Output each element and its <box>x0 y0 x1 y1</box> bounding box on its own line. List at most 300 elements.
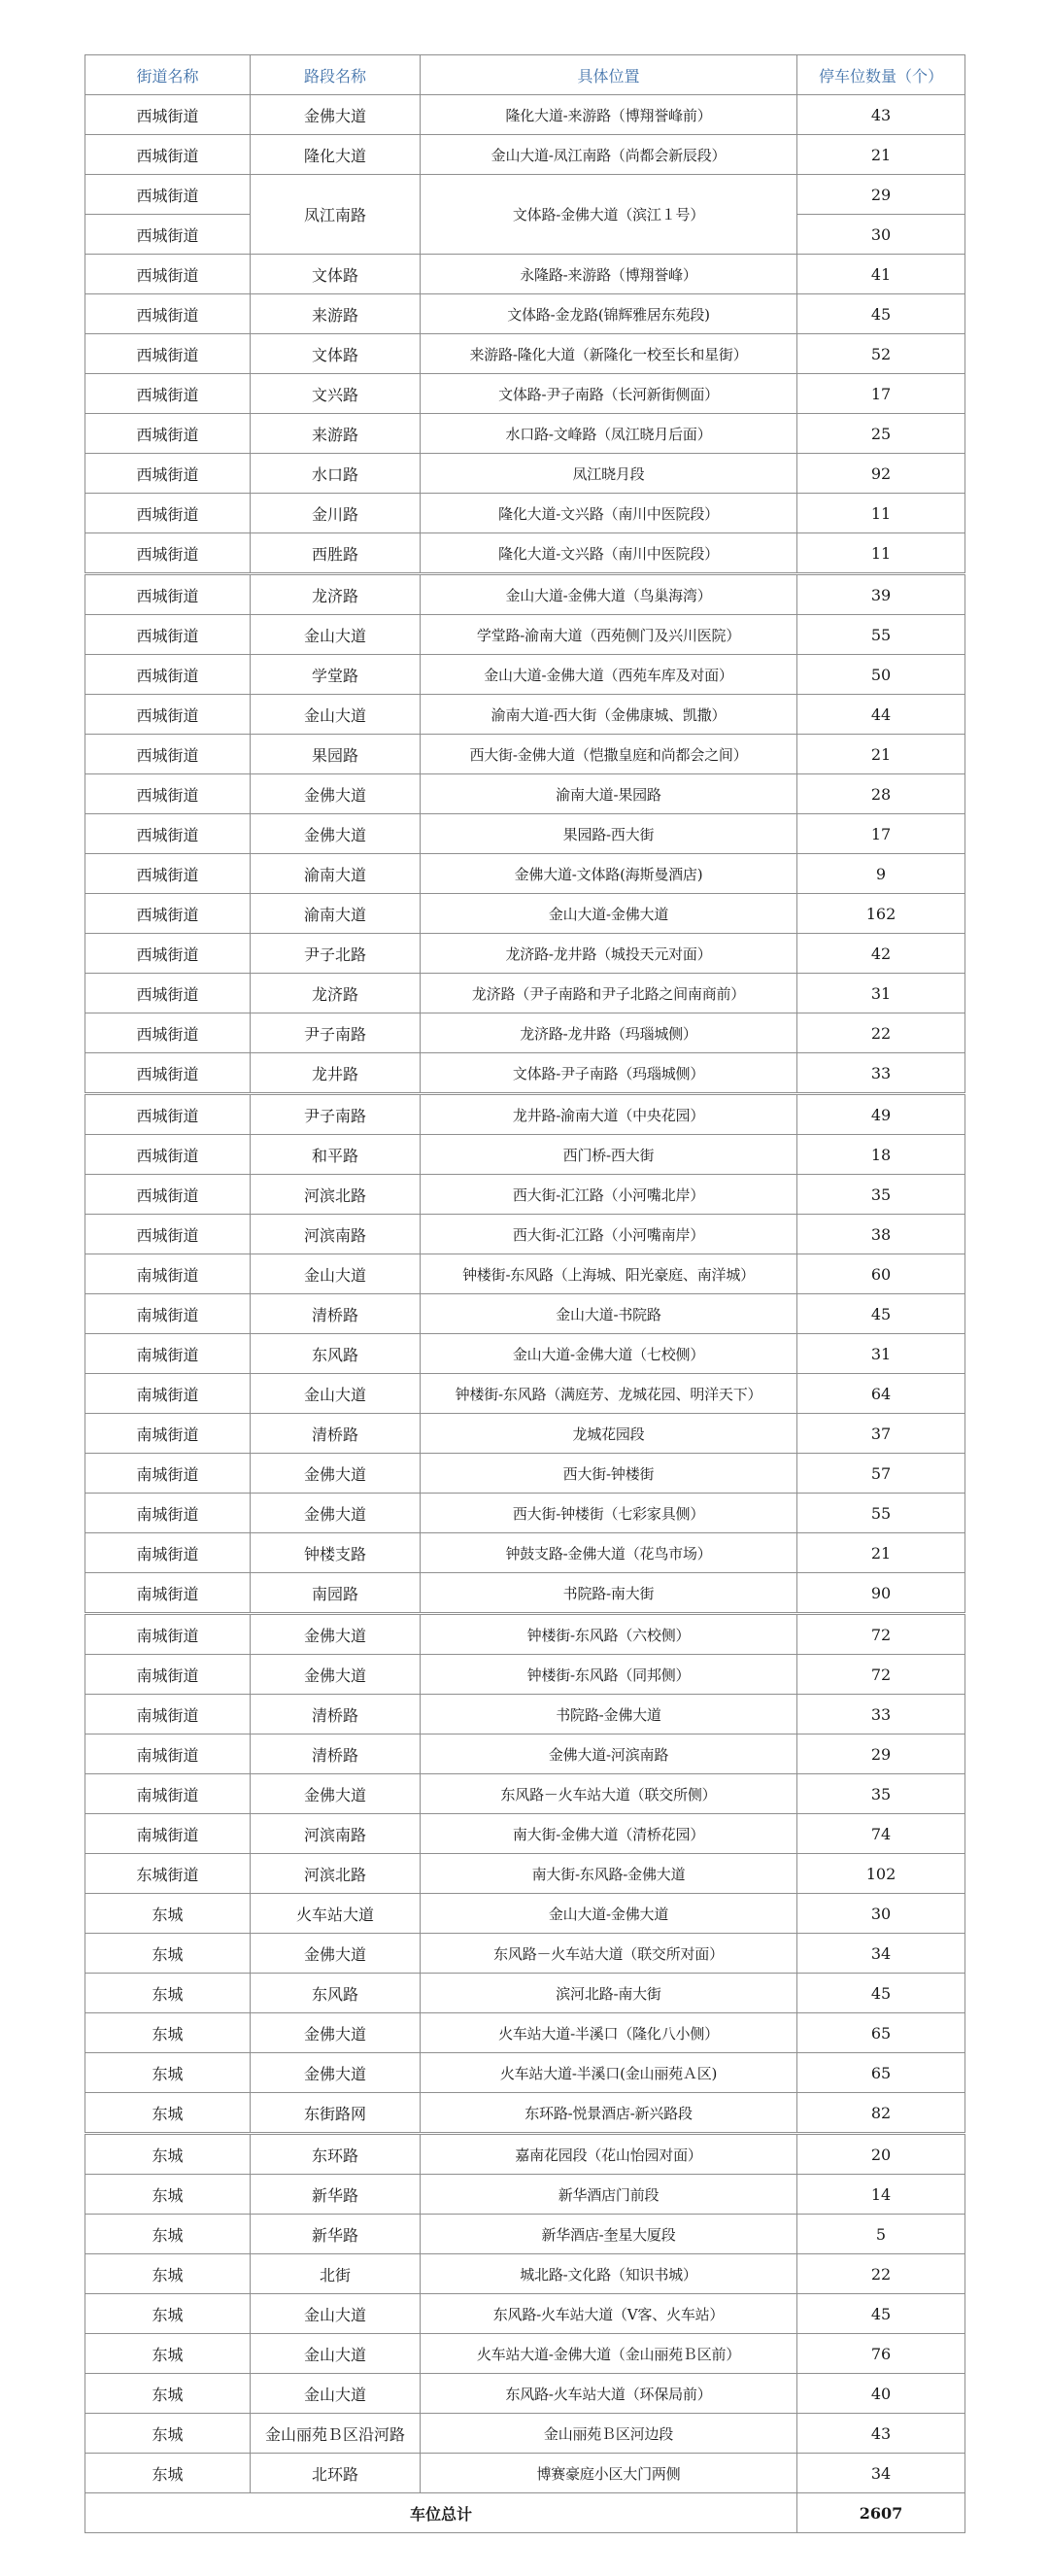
cell-road: 钟楼支路 <box>251 1533 421 1573</box>
cell-road: 来游路 <box>251 294 421 334</box>
cell-location: 西大街-钟楼街 <box>421 1454 797 1494</box>
cell-count: 43 <box>797 2414 965 2454</box>
table-row <box>85 1494 965 1533</box>
table-row <box>85 735 965 774</box>
cell-location: 书院路-金佛大道 <box>421 1695 797 1735</box>
cell-street: 西城街道 <box>85 655 251 695</box>
cell-road: 凤江南路 <box>251 175 421 255</box>
cell-street: 西城街道 <box>85 135 251 175</box>
cell-road: 文兴路 <box>251 374 421 414</box>
cell-location: 新华酒店门前段 <box>421 2175 797 2215</box>
cell-location: 西大街-汇江路（小河嘴北岸） <box>421 1175 797 1215</box>
cell-count: 9 <box>797 854 965 894</box>
table-row <box>85 1573 965 1614</box>
total-row <box>85 2493 965 2533</box>
cell-road: 东风路 <box>251 1974 421 2013</box>
cell-road: 尹子南路 <box>251 1013 421 1053</box>
cell-road: 北环路 <box>251 2454 421 2493</box>
table-row <box>85 1894 965 1934</box>
cell-road: 清桥路 <box>251 1294 421 1334</box>
cell-count: 45 <box>797 1974 965 2013</box>
cell-road: 金佛大道 <box>251 95 421 135</box>
cell-location: 滨河北路-南大街 <box>421 1974 797 2013</box>
table-row <box>85 1533 965 1573</box>
cell-street: 西城街道 <box>85 414 251 454</box>
cell-road: 新华路 <box>251 2215 421 2254</box>
cell-location: 学堂路-渝南大道（西苑侧门及兴川医院） <box>421 615 797 655</box>
table-row <box>85 1454 965 1494</box>
cell-street: 西城街道 <box>85 735 251 774</box>
cell-street: 东城 <box>85 2175 251 2215</box>
table-row <box>85 974 965 1013</box>
header-count: 停车位数量（个） <box>797 55 965 95</box>
cell-count: 55 <box>797 1494 965 1533</box>
cell-count: 21 <box>797 735 965 774</box>
table-row <box>85 615 965 655</box>
cell-location: 龙井路-渝南大道（中央花园） <box>421 1094 797 1135</box>
cell-street: 东城 <box>85 2414 251 2454</box>
cell-road: 东风路 <box>251 1334 421 1374</box>
cell-road: 金川路 <box>251 494 421 533</box>
table-row <box>85 1175 965 1215</box>
cell-street: 南城街道 <box>85 1334 251 1374</box>
cell-count: 34 <box>797 1934 965 1974</box>
cell-road: 龙井路 <box>251 1053 421 1094</box>
cell-street: 东城 <box>85 2254 251 2294</box>
table-row <box>85 2414 965 2454</box>
cell-count: 45 <box>797 294 965 334</box>
table-row <box>85 533 965 574</box>
table-row <box>85 1655 965 1695</box>
cell-count: 29 <box>797 175 965 215</box>
table-row <box>85 655 965 695</box>
cell-location: 东环路-悦景酒店-新兴路段 <box>421 2093 797 2134</box>
cell-street: 西城街道 <box>85 695 251 735</box>
cell-location: 钟楼街-东风路（六校侧） <box>421 1614 797 1655</box>
cell-count: 17 <box>797 374 965 414</box>
table-row <box>85 1735 965 1774</box>
cell-count: 31 <box>797 1334 965 1374</box>
cell-street: 南城街道 <box>85 1414 251 1454</box>
cell-count: 21 <box>797 1533 965 1573</box>
cell-road: 南园路 <box>251 1573 421 1614</box>
table-row <box>85 2013 965 2053</box>
table-row <box>85 454 965 494</box>
cell-road: 和平路 <box>251 1135 421 1175</box>
table-row <box>85 494 965 533</box>
cell-count: 11 <box>797 494 965 533</box>
table-row <box>85 1094 965 1135</box>
cell-road: 金佛大道 <box>251 2053 421 2093</box>
cell-road: 金佛大道 <box>251 1614 421 1655</box>
cell-road: 新华路 <box>251 2175 421 2215</box>
cell-street: 南城街道 <box>85 1294 251 1334</box>
cell-street: 东城 <box>85 2454 251 2493</box>
cell-location: 博赛豪庭小区大门两侧 <box>421 2454 797 2493</box>
cell-street: 西城街道 <box>85 615 251 655</box>
cell-count: 52 <box>797 334 965 374</box>
table-row <box>85 135 965 175</box>
cell-street: 西城街道 <box>85 774 251 814</box>
table-row <box>85 1294 965 1334</box>
table-row <box>85 934 965 974</box>
table-row <box>85 1013 965 1053</box>
table-row <box>85 1135 965 1175</box>
cell-road: 西胜路 <box>251 533 421 574</box>
table-row <box>85 1814 965 1854</box>
cell-street: 西城街道 <box>85 1135 251 1175</box>
table-row <box>85 2374 965 2414</box>
cell-street: 西城街道 <box>85 294 251 334</box>
cell-location: 隆化大道-文兴路（南川中医院段） <box>421 494 797 533</box>
cell-location: 金山大道-金佛大道 <box>421 894 797 934</box>
cell-street: 南城街道 <box>85 1254 251 1294</box>
table-row <box>85 2053 965 2093</box>
table-row <box>85 894 965 934</box>
cell-location: 金佛大道-文体路(海斯曼酒店) <box>421 854 797 894</box>
cell-location: 钟楼街-东风路（上海城、阳光豪庭、南洋城） <box>421 1254 797 1294</box>
cell-street: 西城街道 <box>85 215 251 255</box>
cell-location: 金山大道-金佛大道（西苑车库及对面） <box>421 655 797 695</box>
cell-location: 金山大道-书院路 <box>421 1294 797 1334</box>
cell-count: 76 <box>797 2334 965 2374</box>
cell-location: 隆化大道-文兴路（南川中医院段） <box>421 533 797 574</box>
cell-location: 南大街-东风路-金佛大道 <box>421 1854 797 1894</box>
cell-road: 水口路 <box>251 454 421 494</box>
cell-road: 金佛大道 <box>251 774 421 814</box>
cell-count: 42 <box>797 934 965 974</box>
parking-table <box>85 54 965 2533</box>
table-row <box>85 854 965 894</box>
cell-street: 西城街道 <box>85 894 251 934</box>
cell-street: 西城街道 <box>85 175 251 215</box>
cell-road: 金佛大道 <box>251 1494 421 1533</box>
cell-location: 新华酒店-奎星大厦段 <box>421 2215 797 2254</box>
cell-road: 东街路网 <box>251 2093 421 2134</box>
cell-location: 来游路-隆化大道（新隆化一校至长和星街） <box>421 334 797 374</box>
cell-location: 金佛大道-河滨南路 <box>421 1735 797 1774</box>
cell-road: 清桥路 <box>251 1735 421 1774</box>
cell-street: 西城街道 <box>85 1053 251 1094</box>
cell-location: 金山大道-凤江南路（尚都会新辰段） <box>421 135 797 175</box>
table-row <box>85 414 965 454</box>
cell-location: 西大街-钟楼街（七彩家具侧） <box>421 1494 797 1533</box>
cell-road: 清桥路 <box>251 1414 421 1454</box>
cell-road: 来游路 <box>251 414 421 454</box>
cell-location: 龙济路-龙井路（玛瑙城侧） <box>421 1013 797 1053</box>
cell-location: 火车站大道-半溪口(金山丽苑Ａ区) <box>421 2053 797 2093</box>
cell-location: 钟楼街-东风路（满庭芳、龙城花园、明洋天下） <box>421 1374 797 1414</box>
cell-location: 渝南大道-果园路 <box>421 774 797 814</box>
cell-street: 南城街道 <box>85 1573 251 1614</box>
cell-street: 东城 <box>85 2053 251 2093</box>
cell-count: 22 <box>797 2254 965 2294</box>
cell-location: 嘉南花园段（花山怡园对面） <box>421 2134 797 2175</box>
cell-street: 东城 <box>85 2013 251 2053</box>
header-street: 街道名称 <box>85 55 251 95</box>
cell-road: 金佛大道 <box>251 1774 421 1814</box>
cell-count: 14 <box>797 2175 965 2215</box>
cell-street: 东城 <box>85 1934 251 1974</box>
cell-road: 北街 <box>251 2254 421 2294</box>
cell-count: 37 <box>797 1414 965 1454</box>
table-row <box>85 695 965 735</box>
cell-count: 30 <box>797 215 965 255</box>
cell-location: 果园路-西大街 <box>421 814 797 854</box>
table-row <box>85 1053 965 1094</box>
cell-street: 西城街道 <box>85 814 251 854</box>
cell-street: 西城街道 <box>85 533 251 574</box>
cell-count: 45 <box>797 2294 965 2334</box>
cell-street: 西城街道 <box>85 974 251 1013</box>
cell-count: 33 <box>797 1695 965 1735</box>
cell-count: 49 <box>797 1094 965 1135</box>
cell-street: 西城街道 <box>85 854 251 894</box>
cell-count: 38 <box>797 1215 965 1254</box>
cell-location: 凤江晓月段 <box>421 454 797 494</box>
cell-count: 41 <box>797 255 965 294</box>
cell-street: 南城街道 <box>85 1494 251 1533</box>
table-row <box>85 2093 965 2134</box>
table-row <box>85 1254 965 1294</box>
cell-road: 金佛大道 <box>251 814 421 854</box>
table-body <box>85 95 965 2493</box>
cell-road: 尹子北路 <box>251 934 421 974</box>
cell-count: 33 <box>797 1053 965 1094</box>
cell-count: 82 <box>797 2093 965 2134</box>
cell-road: 文体路 <box>251 255 421 294</box>
cell-road: 金佛大道 <box>251 1655 421 1695</box>
cell-street: 东城 <box>85 2334 251 2374</box>
cell-count: 29 <box>797 1735 965 1774</box>
table-row <box>85 2215 965 2254</box>
cell-street: 西城街道 <box>85 454 251 494</box>
cell-road: 金山丽苑Ｂ区沿河路 <box>251 2414 421 2454</box>
table-row <box>85 1854 965 1894</box>
cell-road: 隆化大道 <box>251 135 421 175</box>
cell-count: 43 <box>797 95 965 135</box>
cell-count: 39 <box>797 574 965 615</box>
table-row <box>85 374 965 414</box>
header-location: 具体位置 <box>421 55 797 95</box>
cell-location: 龙济路（尹子南路和尹子北路之间南商前） <box>421 974 797 1013</box>
cell-road: 龙济路 <box>251 574 421 615</box>
cell-count: 92 <box>797 454 965 494</box>
cell-location: 龙城花园段 <box>421 1414 797 1454</box>
cell-count: 28 <box>797 774 965 814</box>
cell-street: 西城街道 <box>85 374 251 414</box>
cell-count: 35 <box>797 1175 965 1215</box>
cell-road: 尹子南路 <box>251 1094 421 1135</box>
table-row <box>85 2254 965 2294</box>
cell-location: 水口路-文峰路（凤江晓月后面） <box>421 414 797 454</box>
cell-location: 金山大道-金佛大道 <box>421 1894 797 1934</box>
cell-count: 22 <box>797 1013 965 1053</box>
cell-road: 河滨南路 <box>251 1215 421 1254</box>
cell-street: 西城街道 <box>85 334 251 374</box>
cell-count: 64 <box>797 1374 965 1414</box>
cell-count: 17 <box>797 814 965 854</box>
cell-location: 城北路-文化路（知识书城） <box>421 2254 797 2294</box>
cell-location: 书院路-南大街 <box>421 1573 797 1614</box>
cell-road: 文体路 <box>251 334 421 374</box>
cell-street: 南城街道 <box>85 1695 251 1735</box>
cell-street: 南城街道 <box>85 1774 251 1814</box>
cell-count: 65 <box>797 2013 965 2053</box>
cell-location: 火车站大道-金佛大道（金山丽苑Ｂ区前） <box>421 2334 797 2374</box>
table-row <box>85 1695 965 1735</box>
cell-street: 西城街道 <box>85 934 251 974</box>
cell-location: 东风路-火车站大道（V客、火车站） <box>421 2294 797 2334</box>
table-row <box>85 2454 965 2493</box>
cell-road: 金山大道 <box>251 2334 421 2374</box>
cell-location: 隆化大道-来游路（博翔誉峰前） <box>421 95 797 135</box>
cell-road: 龙济路 <box>251 974 421 1013</box>
cell-road: 金佛大道 <box>251 2013 421 2053</box>
cell-road: 金山大道 <box>251 695 421 735</box>
cell-street: 南城街道 <box>85 1655 251 1695</box>
table-row <box>85 2334 965 2374</box>
cell-location: 龙济路-龙井路（城投天元对面） <box>421 934 797 974</box>
table-row <box>85 255 965 294</box>
cell-count: 162 <box>797 894 965 934</box>
cell-street: 西城街道 <box>85 1094 251 1135</box>
cell-location: 文体路-尹子南路（长河新街侧面） <box>421 374 797 414</box>
table-row <box>85 1774 965 1814</box>
cell-street: 东城 <box>85 2134 251 2175</box>
table-row <box>85 774 965 814</box>
cell-location: 金山丽苑Ｂ区河边段 <box>421 2414 797 2454</box>
cell-road: 河滨南路 <box>251 1814 421 1854</box>
cell-location: 东风路-火车站大道（环保局前） <box>421 2374 797 2414</box>
cell-location: 火车站大道-半溪口（隆化八小侧） <box>421 2013 797 2053</box>
cell-street: 南城街道 <box>85 1533 251 1573</box>
table-row <box>85 2294 965 2334</box>
table-row <box>85 814 965 854</box>
cell-count: 40 <box>797 2374 965 2414</box>
cell-road: 河滨北路 <box>251 1175 421 1215</box>
cell-street: 东城 <box>85 1974 251 2013</box>
cell-street: 东城 <box>85 2294 251 2334</box>
cell-location: 文体路-金佛大道（滨江１号） <box>421 175 797 255</box>
cell-street: 西城街道 <box>85 1013 251 1053</box>
cell-road: 渝南大道 <box>251 854 421 894</box>
cell-street: 西城街道 <box>85 95 251 135</box>
table-row <box>85 1414 965 1454</box>
cell-count: 60 <box>797 1254 965 1294</box>
cell-location: 永隆路-来游路（博翔誉峰） <box>421 255 797 294</box>
cell-road: 金山大道 <box>251 2294 421 2334</box>
cell-count: 18 <box>797 1135 965 1175</box>
header-road: 路段名称 <box>251 55 421 95</box>
cell-street: 东城街道 <box>85 1854 251 1894</box>
cell-road: 金山大道 <box>251 1254 421 1294</box>
cell-count: 102 <box>797 1854 965 1894</box>
cell-count: 65 <box>797 2053 965 2093</box>
table-row <box>85 1614 965 1655</box>
cell-count: 45 <box>797 1294 965 1334</box>
cell-street: 西城街道 <box>85 574 251 615</box>
table-row <box>85 1974 965 2013</box>
table-row <box>85 2134 965 2175</box>
cell-count: 50 <box>797 655 965 695</box>
cell-count: 31 <box>797 974 965 1013</box>
cell-count: 30 <box>797 1894 965 1934</box>
cell-location: 文体路-金龙路(锦辉雅居东苑段) <box>421 294 797 334</box>
cell-count: 57 <box>797 1454 965 1494</box>
cell-location: 金山大道-金佛大道（鸟巢海湾） <box>421 574 797 615</box>
cell-count: 72 <box>797 1614 965 1655</box>
cell-count: 20 <box>797 2134 965 2175</box>
cell-road: 火车站大道 <box>251 1894 421 1934</box>
cell-location: 西大街-金佛大道（恺撒皇庭和尚都会之间） <box>421 735 797 774</box>
cell-road: 渝南大道 <box>251 894 421 934</box>
cell-road: 金山大道 <box>251 2374 421 2414</box>
cell-road: 清桥路 <box>251 1695 421 1735</box>
cell-location: 南大街-金佛大道（清桥花园） <box>421 1814 797 1854</box>
table-row <box>85 95 965 135</box>
cell-count: 35 <box>797 1774 965 1814</box>
cell-road: 金山大道 <box>251 1374 421 1414</box>
cell-street: 南城街道 <box>85 1614 251 1655</box>
table-row <box>85 175 965 215</box>
table-row <box>85 1215 965 1254</box>
table-row <box>85 574 965 615</box>
cell-road: 金山大道 <box>251 615 421 655</box>
total-value: 2607 <box>797 2493 965 2533</box>
cell-location: 钟鼓支路-金佛大道（花鸟市场） <box>421 1533 797 1573</box>
cell-location: 金山大道-金佛大道（七校侧） <box>421 1334 797 1374</box>
table-row <box>85 2175 965 2215</box>
cell-road: 果园路 <box>251 735 421 774</box>
cell-street: 西城街道 <box>85 1175 251 1215</box>
cell-count: 11 <box>797 533 965 574</box>
cell-road: 学堂路 <box>251 655 421 695</box>
cell-road: 金佛大道 <box>251 1454 421 1494</box>
cell-street: 西城街道 <box>85 1215 251 1254</box>
cell-street: 南城街道 <box>85 1735 251 1774</box>
cell-street: 西城街道 <box>85 255 251 294</box>
cell-location: 东风路－火车站大道（联交所对面） <box>421 1934 797 1974</box>
cell-count: 44 <box>797 695 965 735</box>
cell-count: 25 <box>797 414 965 454</box>
table-row <box>85 1374 965 1414</box>
table-row <box>85 1934 965 1974</box>
cell-road: 金佛大道 <box>251 1934 421 1974</box>
cell-location: 西门桥-西大街 <box>421 1135 797 1175</box>
cell-road: 东环路 <box>251 2134 421 2175</box>
total-label: 车位总计 <box>85 2493 797 2533</box>
cell-location: 东风路－火车站大道（联交所侧） <box>421 1774 797 1814</box>
table-row <box>85 294 965 334</box>
cell-count: 72 <box>797 1655 965 1695</box>
cell-street: 西城街道 <box>85 494 251 533</box>
cell-location: 渝南大道-西大街（金佛康城、凯撒） <box>421 695 797 735</box>
table-row <box>85 1334 965 1374</box>
cell-street: 南城街道 <box>85 1374 251 1414</box>
table-header-row <box>85 55 965 95</box>
cell-count: 21 <box>797 135 965 175</box>
cell-street: 南城街道 <box>85 1814 251 1854</box>
cell-count: 55 <box>797 615 965 655</box>
cell-location: 西大街-汇江路（小河嘴南岸） <box>421 1215 797 1254</box>
cell-road: 河滨北路 <box>251 1854 421 1894</box>
cell-street: 东城 <box>85 2093 251 2134</box>
cell-count: 5 <box>797 2215 965 2254</box>
cell-street: 南城街道 <box>85 1454 251 1494</box>
cell-street: 东城 <box>85 2374 251 2414</box>
parking-document <box>85 54 964 2533</box>
